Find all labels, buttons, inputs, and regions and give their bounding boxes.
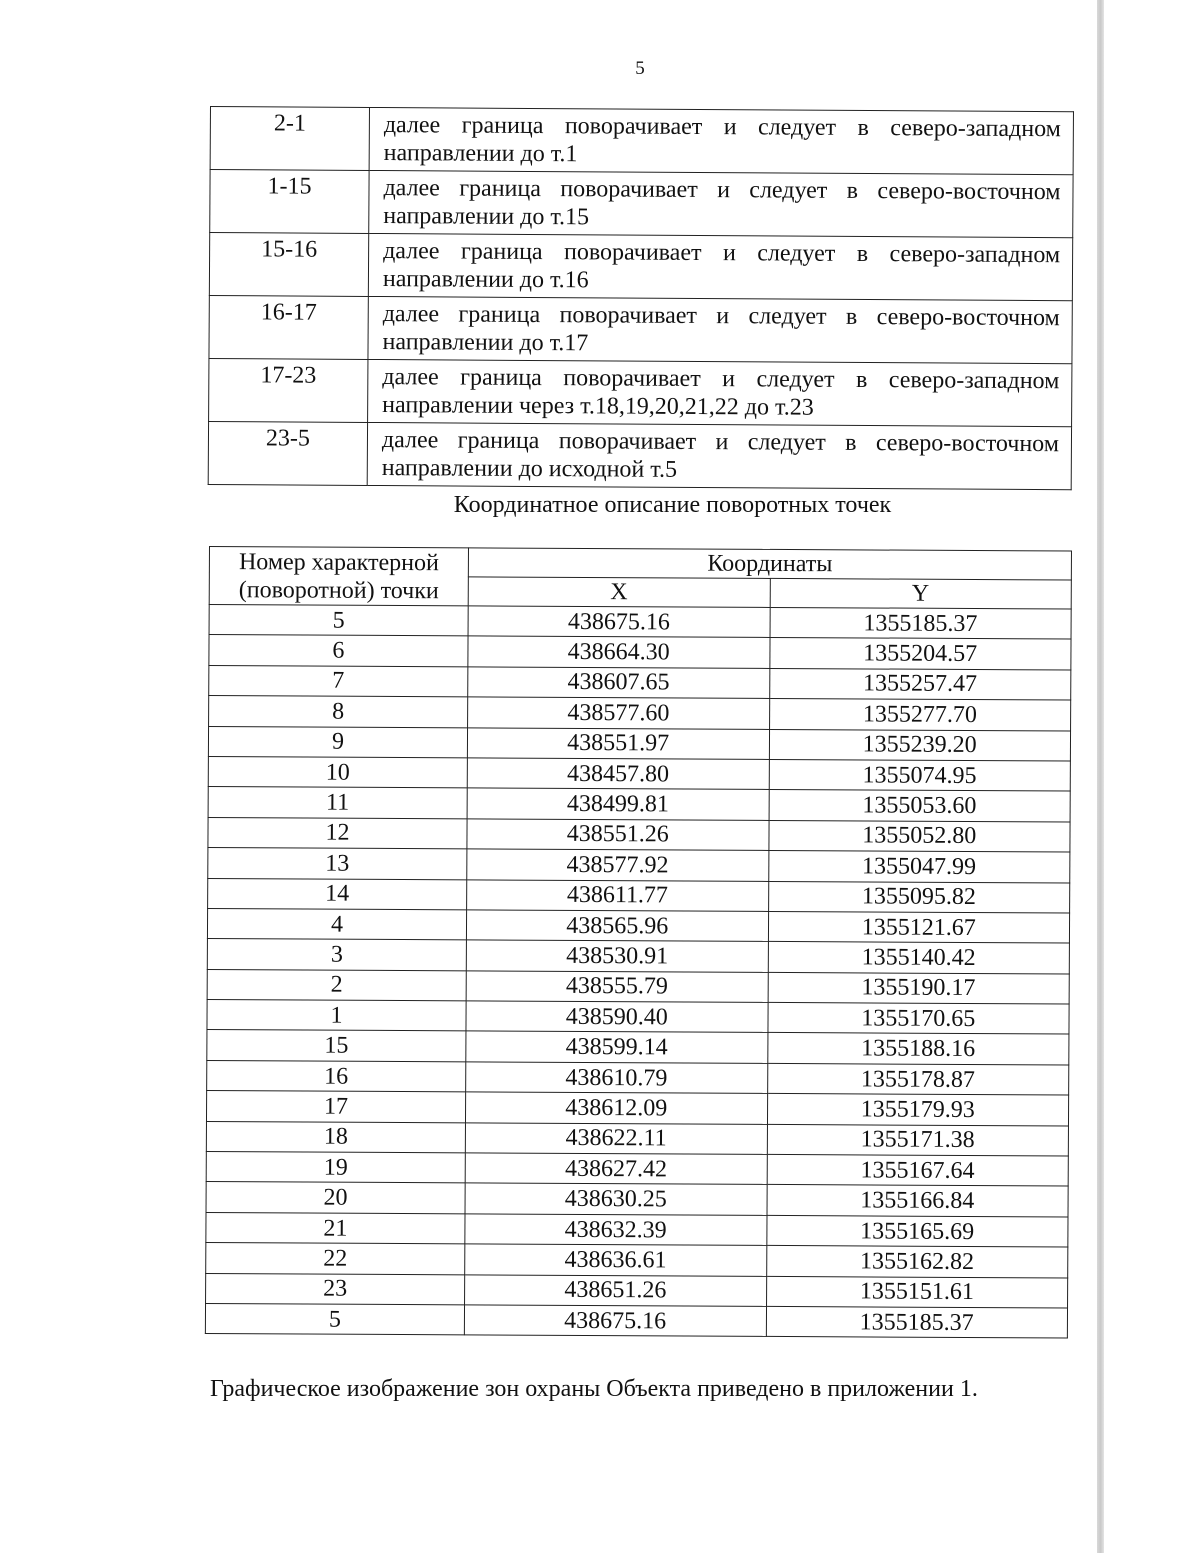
y-coordinate-cell: 1355179.93 xyxy=(767,1094,1069,1126)
segment-row xyxy=(208,421,1071,489)
point-number-cell: 16 xyxy=(207,1060,466,1092)
x-coordinate-cell: 438610.79 xyxy=(466,1062,768,1094)
y-coordinate-cell: 1355121.67 xyxy=(768,911,1070,943)
coordinate-row xyxy=(206,1091,1068,1126)
point-number-cell: 17 xyxy=(206,1091,465,1123)
point-number-cell: 2 xyxy=(207,969,466,1001)
x-coordinate-cell: 438651.26 xyxy=(465,1274,767,1306)
coordinate-row xyxy=(207,1030,1069,1065)
point-number-cell: 6 xyxy=(209,635,468,667)
point-number-cell: 8 xyxy=(209,696,468,728)
point-number-cell: 23 xyxy=(206,1273,465,1305)
segment-description: далее граница поворачивает и следует в северо-западном направлении до т.1 xyxy=(369,107,1073,174)
coordinate-row xyxy=(209,605,1071,640)
x-coordinate-cell: 438612.09 xyxy=(465,1092,767,1124)
segment-description: далее граница поворачивает и следует в северо-западном направлении через т.18,19,20,21,22 до т.23 xyxy=(368,359,1072,426)
x-coordinate-cell: 438632.39 xyxy=(465,1214,767,1246)
x-coordinate-cell: 438611.77 xyxy=(467,879,769,911)
y-coordinate-cell: 1355166.84 xyxy=(767,1185,1069,1217)
y-coordinate-cell: 1355151.61 xyxy=(766,1276,1068,1308)
point-number-cell: 5 xyxy=(205,1303,464,1335)
point-number-cell: 21 xyxy=(206,1212,465,1244)
page-number: 5 xyxy=(635,58,645,79)
coordinate-row xyxy=(205,1303,1067,1338)
coordinate-row xyxy=(207,1000,1069,1035)
coordinate-row xyxy=(206,1182,1068,1217)
y-coordinate-cell: 1355047.99 xyxy=(768,851,1070,883)
segment-row xyxy=(209,295,1072,363)
point-number-cell: 11 xyxy=(208,787,467,819)
point-number-cell: 7 xyxy=(209,665,468,697)
y-coordinate-cell: 1355171.38 xyxy=(767,1124,1069,1156)
segment-id: 16-17 xyxy=(209,295,368,359)
y-header: Y xyxy=(770,578,1072,609)
segment-row xyxy=(209,233,1072,301)
y-coordinate-cell: 1355185.37 xyxy=(770,607,1072,639)
segment-description: далее граница поворачивает и следует в северо-восточном направлении до т.15 xyxy=(369,170,1073,237)
coordinate-row xyxy=(208,848,1070,883)
scan-edge xyxy=(1097,0,1104,1553)
point-number-cell: 12 xyxy=(208,817,467,849)
coordinate-row xyxy=(209,696,1071,731)
point-number-cell: 13 xyxy=(208,848,467,880)
point-number-cell: 14 xyxy=(208,878,467,910)
x-coordinate-cell: 438675.16 xyxy=(468,606,770,638)
segment-row xyxy=(210,107,1073,175)
y-coordinate-cell: 1355239.20 xyxy=(769,729,1071,761)
coordinate-row xyxy=(208,787,1070,822)
point-number-cell: 15 xyxy=(207,1030,466,1062)
coordinates-section-title: Координатное описание поворотных точек xyxy=(453,492,892,518)
x-coordinate-cell: 438499.81 xyxy=(467,788,769,820)
segment-id: 17-23 xyxy=(209,358,368,422)
y-coordinate-cell: 1355167.64 xyxy=(767,1154,1069,1186)
segment-id: 23-5 xyxy=(208,421,367,485)
point-number-cell: 10 xyxy=(208,756,467,788)
coordinate-row xyxy=(206,1152,1068,1187)
coordinate-row xyxy=(207,939,1069,974)
point-number-cell: 9 xyxy=(208,726,467,758)
point-number-header: Номер характерной (поворотной) точки xyxy=(209,547,468,606)
y-coordinate-cell: 1355162.82 xyxy=(766,1246,1068,1278)
x-coordinate-cell: 438551.97 xyxy=(467,727,769,759)
segment-description: далее граница поворачивает и следует в северо-восточном направлении до т.17 xyxy=(368,296,1072,363)
coordinate-row xyxy=(209,635,1071,670)
y-coordinate-cell: 1355170.65 xyxy=(767,1003,1069,1035)
coordinate-row xyxy=(209,665,1071,700)
point-number-cell: 4 xyxy=(207,908,466,940)
x-coordinate-cell: 438577.60 xyxy=(468,697,770,729)
y-coordinate-cell: 1355277.70 xyxy=(769,699,1071,731)
y-coordinate-cell: 1355140.42 xyxy=(768,942,1070,974)
x-coordinate-cell: 438622.11 xyxy=(465,1122,767,1154)
coordinate-row xyxy=(208,756,1070,791)
segment-id: 15-16 xyxy=(209,233,368,297)
coordinate-row xyxy=(207,908,1069,943)
y-coordinate-cell: 1355074.95 xyxy=(769,759,1071,791)
x-coordinate-cell: 438551.26 xyxy=(467,819,769,851)
coordinate-row xyxy=(208,817,1070,852)
segment-description: далее граница поворачивает и следует в северо-восточном направлении до исходной т.5 xyxy=(367,422,1071,489)
x-coordinate-cell: 438664.30 xyxy=(468,636,770,668)
x-coordinate-cell: 438555.79 xyxy=(466,971,768,1003)
x-coordinate-cell: 438627.42 xyxy=(465,1153,767,1185)
coordinates-header-row xyxy=(209,547,1071,581)
coordinates-table-body xyxy=(205,605,1071,1339)
y-coordinate-cell: 1355257.47 xyxy=(769,668,1071,700)
y-coordinate-cell: 1355095.82 xyxy=(768,881,1070,913)
y-coordinate-cell: 1355190.17 xyxy=(768,972,1070,1004)
point-number-cell: 5 xyxy=(209,605,468,637)
segment-id: 1-15 xyxy=(210,170,369,234)
x-coordinate-cell: 438590.40 xyxy=(466,1001,768,1033)
coordinate-row xyxy=(206,1273,1068,1308)
segment-description: далее граница поворачивает и следует в северо-западном направлении до т.16 xyxy=(368,233,1072,300)
x-coordinate-cell: 438636.61 xyxy=(465,1244,767,1276)
coordinates-header: Координаты xyxy=(468,548,1071,580)
coordinate-row xyxy=(206,1243,1068,1278)
y-coordinate-cell: 1355204.57 xyxy=(769,638,1071,670)
x-header: X xyxy=(468,577,770,608)
point-number-cell: 20 xyxy=(206,1182,465,1214)
boundary-segments-table xyxy=(208,106,1074,490)
x-coordinate-cell: 438530.91 xyxy=(466,940,768,972)
point-number-cell: 18 xyxy=(206,1121,465,1153)
footer-note: Графическое изображение зон охраны Объекта приведено в приложении 1. xyxy=(210,1376,978,1402)
y-coordinate-cell: 1355165.69 xyxy=(766,1215,1068,1247)
x-coordinate-cell: 438577.92 xyxy=(467,849,769,881)
coordinate-row xyxy=(206,1212,1068,1247)
y-coordinate-cell: 1355178.87 xyxy=(767,1063,1069,1095)
segment-id: 2-1 xyxy=(210,107,369,171)
x-coordinate-cell: 438565.96 xyxy=(466,910,768,942)
coordinate-row xyxy=(207,969,1069,1004)
boundary-segments-body xyxy=(208,107,1073,490)
point-number-cell: 22 xyxy=(206,1243,465,1275)
coordinate-row xyxy=(206,1121,1068,1156)
coordinates-table-head xyxy=(209,547,1071,610)
y-coordinate-cell: 1355052.80 xyxy=(768,820,1070,852)
x-coordinate-cell: 438630.25 xyxy=(465,1183,767,1215)
y-coordinate-cell: 1355053.60 xyxy=(769,790,1071,822)
y-coordinate-cell: 1355188.16 xyxy=(767,1033,1069,1065)
x-coordinate-cell: 438675.16 xyxy=(464,1305,766,1337)
coordinate-row xyxy=(207,1060,1069,1095)
x-coordinate-cell: 438607.65 xyxy=(468,667,770,699)
point-number-cell: 19 xyxy=(206,1152,465,1184)
x-coordinate-cell: 438457.80 xyxy=(467,758,769,790)
point-number-cell: 1 xyxy=(207,1000,466,1032)
segment-row xyxy=(209,358,1072,426)
x-coordinate-cell: 438599.14 xyxy=(466,1031,768,1063)
y-coordinate-cell: 1355185.37 xyxy=(766,1306,1068,1338)
segment-row xyxy=(210,170,1073,238)
coordinate-row xyxy=(208,726,1070,761)
point-number-cell: 3 xyxy=(207,939,466,971)
coordinates-table xyxy=(205,546,1072,1339)
coordinate-row xyxy=(208,878,1070,913)
